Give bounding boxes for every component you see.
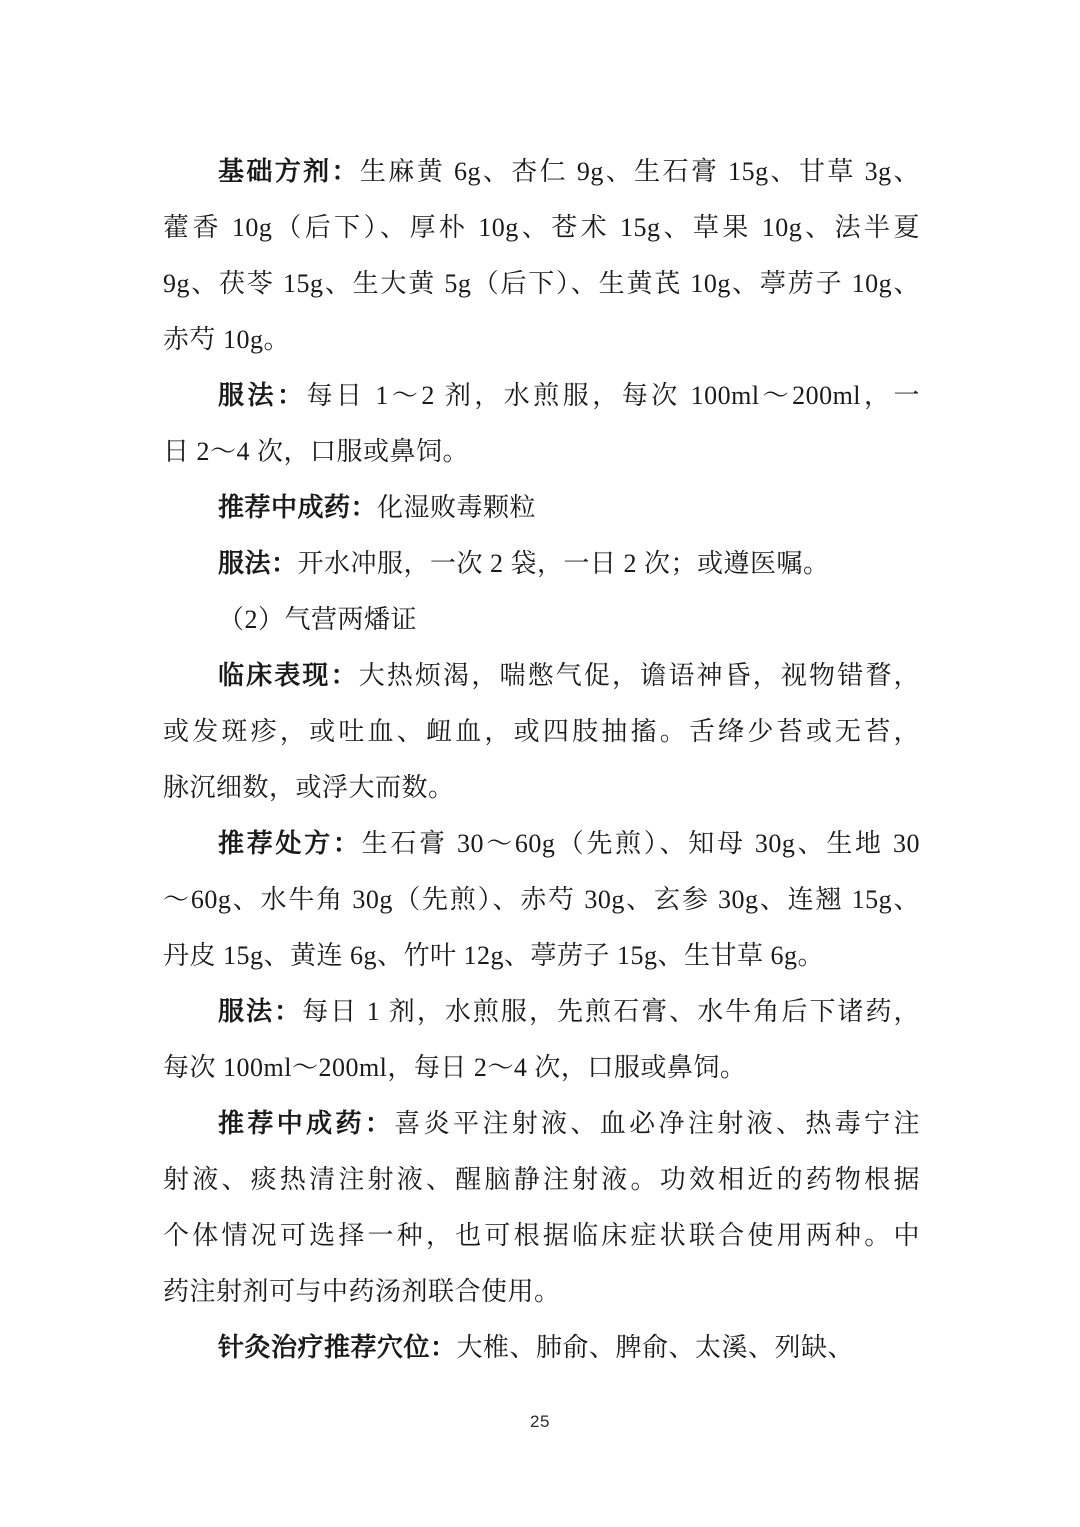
line-text: 每日 1～2 剂，水煎服，每次 100ml～200ml，一 xyxy=(306,381,920,410)
doc-line xyxy=(163,256,920,312)
paragraph-label: 推荐处方： xyxy=(218,829,362,858)
doc-line xyxy=(163,312,920,368)
paragraph-label: 服法： xyxy=(218,997,303,1026)
doc-text-block xyxy=(163,144,920,1376)
doc-line xyxy=(163,536,920,592)
doc-line xyxy=(163,424,920,480)
line-text: 赤芍 10g。 xyxy=(163,325,291,354)
doc-line xyxy=(163,760,920,816)
paragraph-label: 服法： xyxy=(218,549,298,578)
doc-line xyxy=(163,1096,920,1152)
line-text: 大椎、肺俞、脾俞、太溪、列缺、 xyxy=(456,1333,855,1362)
paragraph-label: 服法： xyxy=(218,381,307,410)
doc-line xyxy=(163,1208,920,1264)
doc-line xyxy=(163,1320,920,1376)
line-text: 大热烦渴，喘憋气促，谵语神昏，视物错瞀， xyxy=(358,661,920,690)
doc-line xyxy=(163,368,920,424)
page-number: 25 xyxy=(530,1412,550,1431)
line-text: 射液、痰热清注射液、醒脑静注射液。功效相近的药物根据 xyxy=(163,1165,920,1194)
line-text: 生石膏 30～60g（先煎）、知母 30g、生地 30 xyxy=(361,829,920,858)
doc-line section-heading xyxy=(163,592,920,648)
line-text: 个体情况可选择一种，也可根据临床症状联合使用两种。中 xyxy=(163,1221,920,1250)
doc-line xyxy=(163,1264,920,1320)
doc-line xyxy=(163,648,920,704)
doc-line xyxy=(163,704,920,760)
line-text: 开水冲服，一次 2 袋，一日 2 次；或遵医嘱。 xyxy=(297,549,830,578)
doc-line xyxy=(163,200,920,256)
paragraph-label: 临床表现： xyxy=(218,661,359,690)
line-text: 每次 100ml～200ml，每日 2～4 次，口服或鼻饲。 xyxy=(163,1053,747,1082)
line-text: 9g、茯苓 15g、生大黄 5g（后下）、生黄芪 10g、葶苈子 10g、 xyxy=(163,269,920,298)
line-text: 丹皮 15g、黄连 6g、竹叶 12g、葶苈子 15g、生甘草 6g。 xyxy=(163,941,825,970)
line-text: 脉沉细数，或浮大而数。 xyxy=(163,773,455,802)
paragraph-label: 针灸治疗推荐穴位： xyxy=(218,1333,457,1362)
doc-line xyxy=(163,1152,920,1208)
paragraph-label: 推荐中成药： xyxy=(218,493,378,522)
line-text: ～60g、水牛角 30g（先煎）、赤芍 30g、玄参 30g、连翘 15g、 xyxy=(163,885,920,914)
doc-line xyxy=(163,816,920,872)
doc-line xyxy=(163,480,920,536)
paragraph-label: 推荐中成药： xyxy=(218,1109,395,1138)
doc-line xyxy=(163,872,920,928)
doc-line xyxy=(163,928,920,984)
line-text: 喜炎平注射液、血必净注射液、热毒宁注 xyxy=(394,1109,920,1138)
line-text: 化湿败毒颗粒 xyxy=(377,493,537,522)
line-text: （2）气营两燔证 xyxy=(218,605,418,634)
line-text: 生麻黄 6g、杏仁 9g、生石膏 15g、甘草 3g、 xyxy=(359,157,920,186)
line-text: 或发斑疹，或吐血、衄血，或四肢抽搐。舌绛少苔或无苔， xyxy=(163,717,920,746)
line-text: 藿香 10g（后下）、厚朴 10g、苍术 15g、草果 10g、法半夏 xyxy=(163,213,920,242)
doc-line xyxy=(163,984,920,1040)
doc-line xyxy=(163,1040,920,1096)
doc-line xyxy=(163,144,920,200)
line-text: 日 2～4 次，口服或鼻饲。 xyxy=(163,437,470,466)
line-text: 药注射剂可与中药汤剂联合使用。 xyxy=(163,1277,561,1306)
line-text: 每日 1 剂，水煎服，先煎石膏、水牛角后下诸药， xyxy=(302,997,920,1026)
paragraph-label: 基础方剂： xyxy=(218,157,360,186)
